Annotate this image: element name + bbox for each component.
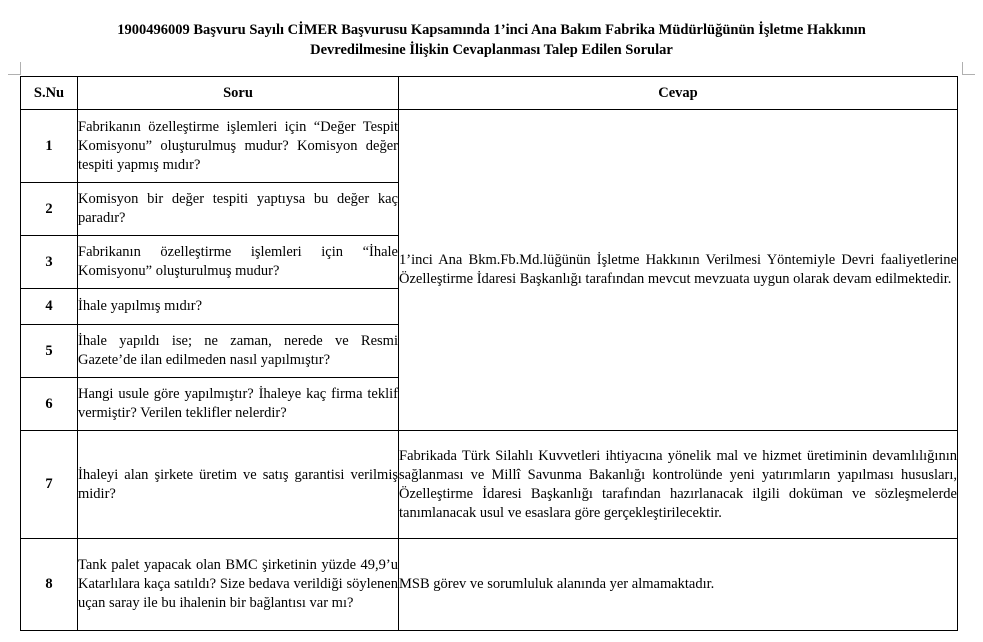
answer-cell-row-8: MSB görev ve sorumluluk alanında yer almamaktadır.	[399, 539, 958, 631]
table-header-row	[21, 77, 958, 110]
table-row	[21, 431, 958, 539]
question-cell: Fabrikanın özelleştirme işlemleri için “Değer Tespit Komisyonu” oluşturulmuş mudur? Komisyon değer tespiti yapmış mıdır?	[78, 110, 399, 183]
row-number: 7	[21, 431, 78, 539]
row-number: 8	[21, 539, 78, 631]
question-cell: Hangi usule göre yapılmıştır? İhaleye kaç firma teklif vermiştir? Verilen teklifler nelerdir?	[78, 378, 399, 431]
header-soru: Soru	[78, 77, 399, 110]
margin-corner-mark-left	[8, 62, 21, 75]
question-cell: İhale yapılmış mıdır?	[78, 289, 399, 325]
question-cell: Fabrikanın özelleştirme işlemleri için “İhale Komisyonu” oluşturulmuş mudur?	[78, 236, 399, 289]
table-row	[21, 539, 958, 631]
margin-corner-mark-right	[962, 62, 975, 75]
row-number: 2	[21, 183, 78, 236]
document-title-line-2: Devredilmesine İlişkin Cevaplanması Talep Edilen Sorular	[310, 42, 673, 58]
answer-cell-row-7: Fabrikada Türk Silahlı Kuvvetleri ihtiyacına yönelik mal ve hizmet üretiminin devamlılığının sağlanması ve Millî Savunma Bakanlığı kontrolünde yeni yatırımların yapılması hususları, Özelleştirme İdaresi Başkanlığı tarafından hazırlanacak ilgili doküman ve sözleşmelerde tanımlanacak usul ve esaslara göre gerçekleştirilecektir.	[399, 431, 958, 539]
header-cevap: Cevap	[399, 77, 958, 110]
document-title	[0, 20, 983, 60]
question-cell: İhale yapıldı ise; ne zaman, nerede ve Resmi Gazete’de ilan edilmeden nasıl yapılmıştır?	[78, 325, 399, 378]
questions-answers-table	[20, 76, 958, 631]
answer-cell-rows-1-6: 1’inci Ana Bkm.Fb.Md.lüğünün İşletme Hakkının Verilmesi Yöntemiyle Devri faaliyetlerine Özelleştirme İdaresi Başkanlığı tarafından mevcut mevzuata uygun olarak devam edilmektedir.	[399, 110, 958, 431]
header-sno: S.Nu	[21, 77, 78, 110]
row-number: 6	[21, 378, 78, 431]
row-number: 1	[21, 110, 78, 183]
question-cell: Komisyon bir değer tespiti yaptıysa bu değer kaç paradır?	[78, 183, 399, 236]
question-cell: İhaleyi alan şirkete üretim ve satış garantisi verilmiş midir?	[78, 431, 399, 539]
row-number: 3	[21, 236, 78, 289]
row-number: 5	[21, 325, 78, 378]
row-number: 4	[21, 289, 78, 325]
document-title-line-1: 1900496009 Başvuru Sayılı CİMER Başvurusu Kapsamında 1’inci Ana Bakım Fabrika Müdürlüğünün İşletme Hakkının	[117, 22, 866, 38]
table-row	[21, 110, 958, 183]
question-cell: Tank palet yapacak olan BMC şirketinin yüzde 49,9’u Katarlılara kaça satıldı? Size bedava verildiği söylenen uçan saray ile bu ihalenin bir bağlantısı var mı?	[78, 539, 399, 631]
